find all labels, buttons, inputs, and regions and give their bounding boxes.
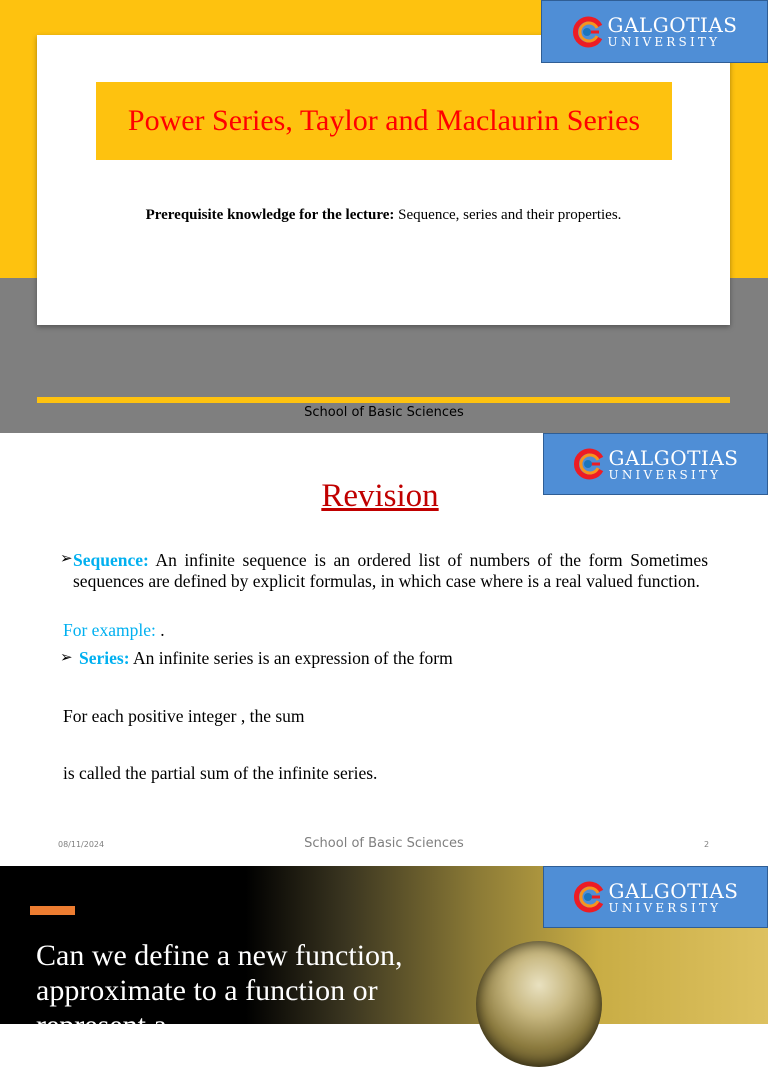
bullet-arrow-icon: ➢: [60, 650, 73, 666]
question-text: Can we define a new function, approximate to a function or represent a: [36, 939, 403, 1042]
series-text: An infinite series is an expression of the form: [129, 648, 453, 668]
galgotias-logo-icon: [573, 881, 605, 913]
sequence-label: Sequence:: [73, 550, 149, 570]
series-label: Series:: [79, 648, 130, 668]
galgotias-logo-icon: [573, 448, 605, 480]
example-line: [63, 620, 708, 641]
footer-school: School of Basic Sciences: [304, 836, 464, 851]
prerequisite-text: Sequence, series and their properties.: [394, 207, 622, 223]
title-box: [96, 82, 672, 160]
sequence-text: An infinite sequence is an ordered list of numbers of the form Sometimes sequences are defined by explicit formulas, in which case where is a real valued function.: [73, 550, 708, 591]
slide-title: Power Series, Taylor and Maclaurin Series: [127, 104, 641, 137]
logo-text-galgotias: GALGOTIAS: [607, 13, 738, 37]
title-slide: [0, 0, 768, 433]
logo-text-galgotias: GALGOTIAS: [608, 445, 739, 470]
partial-sum-definition: is called the partial sum of the infinite series.: [63, 763, 378, 783]
revision-slide: [0, 433, 768, 866]
university-logo: [541, 0, 768, 63]
bullet-arrow-icon: ➢: [60, 551, 73, 567]
logo-text-university: UNIVERSITY: [607, 35, 721, 49]
logo-text-galgotias: GALGOTIAS: [608, 878, 739, 903]
magnifying-glass-image: [476, 941, 602, 1067]
partial-sum-intro: For each positive integer , the sum: [63, 706, 305, 726]
logo-text-university: UNIVERSITY: [608, 900, 722, 915]
example-text: .: [155, 620, 165, 640]
footer-date: 08/11/2024: [58, 840, 105, 849]
footer-divider: [37, 397, 730, 403]
title-card: [37, 35, 730, 325]
prerequisite-label: Prerequisite knowledge for the lecture:: [145, 207, 395, 223]
footer-school: School of Basic Sciences: [304, 405, 464, 420]
page-number: 2: [704, 840, 710, 849]
galgotias-logo-icon: [572, 16, 604, 48]
sequence-definition: [73, 550, 708, 592]
slide-heading: Revision: [321, 478, 439, 514]
example-label: For example:: [63, 620, 156, 640]
logo-text-university: UNIVERSITY: [608, 467, 722, 482]
prerequisite-line: [37, 207, 730, 224]
university-logo: [543, 866, 768, 928]
question-slide: [0, 866, 768, 1042]
series-definition: [79, 648, 724, 669]
accent-bar: [30, 906, 75, 915]
